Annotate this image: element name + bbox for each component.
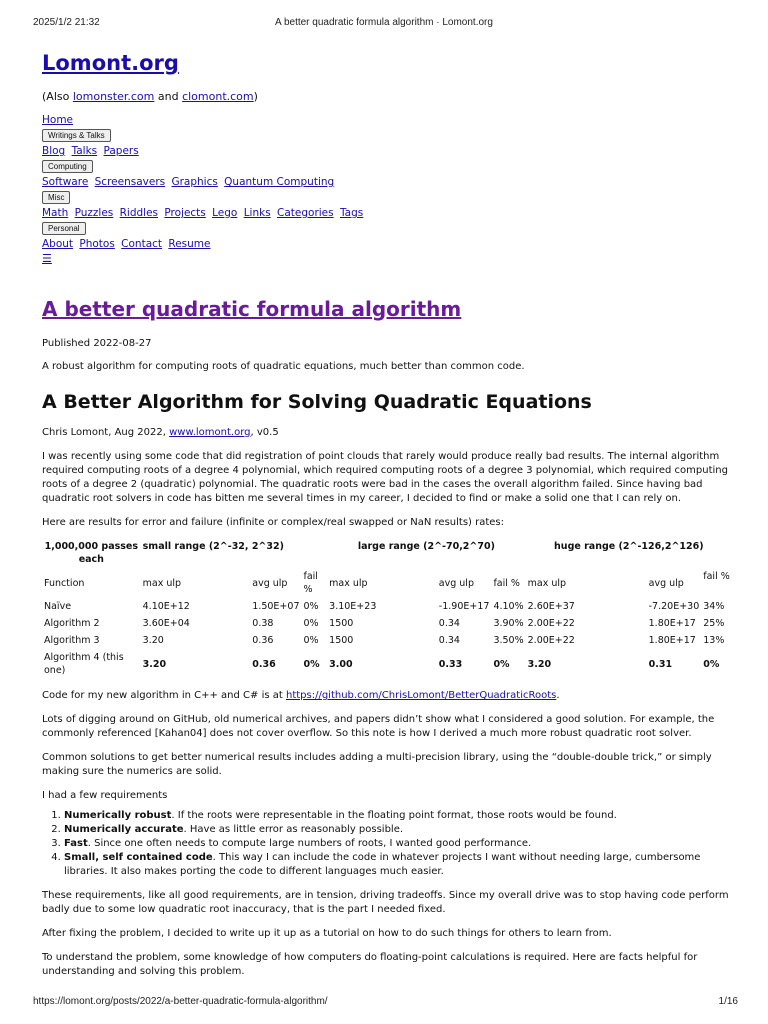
site-nav	[42, 113, 732, 267]
req-text: . This way I can include the code in whatever projects I want without needing large, cumbersome libraries. It also makes porting the code to different languages much easier.	[64, 852, 701, 877]
nav-blog[interactable]: Blog	[42, 145, 66, 157]
table-cell: 0%	[303, 618, 319, 629]
published-date: Published 2022-08-27	[42, 338, 152, 349]
byline	[42, 426, 732, 440]
nav-screensavers[interactable]: Screensavers	[94, 176, 166, 188]
post-title-link[interactable]: A better quadratic formula algorithm	[42, 297, 462, 321]
results-intro: Here are results for error and failure (infinite or complex/real swapped or NaN results) rates:	[42, 517, 505, 528]
print-page-title: A better quadratic formula algorithm · Lomont.org	[275, 17, 493, 28]
table-cell: 3.20	[527, 658, 552, 670]
table-cell: 2.00E+22	[527, 618, 575, 629]
table-cell: 1.80E+17	[648, 618, 696, 629]
table-row	[42, 632, 732, 649]
github-link[interactable]: https://github.com/ChrisLomont/BetterQuadraticRoots	[285, 690, 557, 701]
nav-about[interactable]: About	[42, 238, 74, 250]
table-cell: 0.33	[438, 658, 463, 670]
table-column-header-row	[42, 568, 732, 598]
nav-talks[interactable]: Talks	[71, 145, 98, 157]
table-column-header: Function	[44, 577, 85, 589]
requirements-list	[42, 809, 732, 879]
print-datetime: 2025/1/2 21:32	[33, 17, 100, 28]
table-cell: 0.36	[252, 635, 274, 646]
nav-papers[interactable]: Papers	[103, 145, 139, 157]
table-column-header: fail %	[493, 577, 520, 589]
site-title-link[interactable]: Lomont.org	[42, 51, 179, 75]
code-paragraph	[42, 689, 732, 703]
req-text: . Have as little error as reasonably possible.	[183, 824, 404, 835]
code-suffix: .	[556, 690, 560, 701]
post-summary: A robust algorithm for computing roots of quadratic equations, much better than common code.	[42, 361, 525, 372]
table-cell: 0%	[303, 635, 319, 646]
list-item	[64, 851, 732, 879]
table-group-header: large range (2^-70,2^70)	[357, 541, 495, 552]
table-column-header: max ulp	[527, 577, 567, 589]
req-bold: Numerically accurate	[64, 824, 184, 835]
table-column-header: avg ulp	[438, 577, 474, 589]
table-cell: 3.60E+04	[142, 618, 190, 629]
intro-paragraph: I was recently using some code that did registration of point clouds that rarely would produce really bad results. The internal algorithm required computing roots of a degree 4 polynomial, which required computing roots of a degree 3 polynomial, which required computing roots of a degree 2 (quadratic) polynomial. The quadratic roots were bad in the cases the overall algorithm failed. Since having bad quadratic root solvers in code has bitten me several times in my career, I decided to find or make a solid one that I can rely on.	[42, 451, 728, 504]
table-cell: 2.00E+22	[527, 635, 575, 646]
table-column-header: max ulp	[142, 577, 182, 589]
clomont-link[interactable]: clomont.com	[182, 90, 254, 103]
table-cell: 3.00	[329, 658, 353, 670]
also-suffix: )	[253, 90, 258, 103]
digging-paragraph: Lots of digging around on GitHub, old numerical archives, and papers didn’t show what I considered a good solution. For example, the commonly referenced [Kahan04] does not cover overflow. So this note is how I derived a much more robust quadratic root solver.	[42, 714, 715, 739]
table-group-header: 1,000,000 passes each	[44, 541, 139, 565]
table-cell: Algorithm 2	[44, 618, 100, 629]
req-bold: Small, self contained code	[64, 852, 213, 863]
table-column-header: avg ulp	[648, 577, 684, 589]
table-row	[42, 615, 732, 632]
also-and: and	[154, 90, 183, 103]
table-cell: 3.20	[142, 635, 164, 646]
common-solutions-paragraph: Common solutions to get better numerical results includes adding a multi-precision library, using the “double-double trick,” or simply making sure the numerics are solid.	[42, 752, 712, 777]
table-cell: 0%	[303, 601, 319, 612]
nav-projects[interactable]: Projects	[164, 207, 206, 219]
nav-graphics[interactable]: Graphics	[171, 176, 218, 188]
site-title	[42, 48, 732, 78]
also-sites	[42, 89, 732, 104]
byline-link[interactable]: www.lomont.org	[169, 427, 251, 438]
table-cell: 1500	[329, 618, 354, 629]
print-url: https://lomont.org/posts/2022/a-better-quadratic-formula-algorithm/	[33, 996, 328, 1007]
table-cell: 4.10%	[493, 601, 524, 612]
table-cell: 1500	[329, 635, 354, 646]
table-group-header: small range (2^-32, 2^32)	[142, 541, 284, 552]
lomonster-link[interactable]: lomonster.com	[72, 90, 155, 103]
post-title	[42, 295, 732, 323]
code-prefix: Code for my new algorithm in C++ and C# is at	[42, 690, 286, 701]
nav-lego[interactable]: Lego	[212, 207, 238, 219]
table-column-header: max ulp	[329, 577, 368, 589]
req-bold: Numerically robust	[64, 810, 172, 821]
requirements-intro: I had a few requirements	[42, 790, 168, 801]
nav-links[interactable]: Links	[243, 207, 271, 219]
table-group-header: huge range (2^-126,2^126)	[554, 541, 704, 552]
table-cell: 0.34	[438, 635, 460, 646]
byline-prefix: Chris Lomont, Aug 2022,	[42, 427, 170, 438]
table-cell: -7.20E+30	[648, 601, 700, 612]
nav-math[interactable]: Math	[42, 207, 69, 219]
table-cell: 25%	[703, 618, 725, 629]
nav-contact[interactable]: Contact	[121, 238, 163, 250]
table-cell: Algorithm 3	[44, 635, 100, 646]
nav-tags[interactable]: Tags	[339, 207, 364, 219]
byline-suffix: , v0.5	[250, 427, 279, 438]
table-cell: Algorithm 4 (this one)	[44, 652, 124, 676]
req-text: . Since one often needs to compute large numbers of roots, I wanted good performance.	[87, 838, 532, 849]
nav-software[interactable]: Software	[42, 176, 89, 188]
table-cell: 3.20	[142, 658, 167, 670]
understand-paragraph: To understand the problem, some knowledge of how computers do floating-point calculations is required. Here are facts helpful for understanding and solving this problem.	[42, 952, 698, 977]
table-cell: 3.90%	[493, 618, 524, 629]
writings-menu-button[interactable]: Writings & Talks	[42, 129, 111, 142]
print-page-number: 1/16	[718, 996, 738, 1007]
table-cell: 13%	[703, 635, 725, 646]
nav-riddles[interactable]: Riddles	[119, 207, 159, 219]
table-cell: 4.10E+12	[142, 601, 190, 612]
table-cell: 2.60E+37	[527, 601, 575, 612]
misc-menu-button[interactable]: Misc	[42, 191, 70, 204]
personal-menu-button[interactable]: Personal	[42, 222, 86, 235]
table-cell: 0.38	[252, 618, 274, 629]
list-item	[64, 823, 732, 837]
table-cell: 1.80E+17	[648, 635, 696, 646]
req-bold: Fast	[64, 838, 88, 849]
computing-menu-button[interactable]: Computing	[42, 160, 93, 173]
table-cell: 0.36	[252, 658, 276, 670]
nav-photos[interactable]: Photos	[79, 238, 115, 250]
table-cell: 0.31	[648, 658, 673, 670]
req-text: . If the roots were representable in the floating point format, those roots would be found.	[171, 810, 617, 821]
menu-icon[interactable]: ☰	[42, 252, 52, 265]
nav-resume[interactable]: Resume	[168, 238, 211, 250]
list-item	[64, 837, 732, 851]
table-cell: Naïve	[44, 601, 72, 612]
nav-categories[interactable]: Categories	[277, 207, 334, 219]
table-column-header: fail %	[303, 571, 318, 595]
table-cell: 34%	[703, 601, 725, 612]
table-cell: 1.50E+07	[252, 601, 300, 612]
nav-quantum-computing[interactable]: Quantum Computing	[224, 176, 335, 188]
after-paragraph: After fixing the problem, I decided to write up it up as a tutorial on how to do such things for others to learn from.	[42, 928, 612, 939]
nav-home[interactable]: Home	[42, 114, 74, 126]
table-cell: 3.50%	[493, 635, 524, 646]
table-column-header: fail %	[703, 571, 730, 582]
article-heading: A Better Algorithm for Solving Quadratic Equations	[42, 391, 592, 413]
list-item	[64, 809, 732, 823]
table-cell: 0%	[303, 658, 320, 670]
table-row	[42, 649, 732, 679]
also-prefix: (Also	[42, 90, 73, 103]
table-cell: -1.90E+17	[438, 601, 490, 612]
table-cell: 0.34	[438, 618, 460, 629]
results-table	[42, 538, 732, 679]
nav-puzzles[interactable]: Puzzles	[74, 207, 114, 219]
page-content	[42, 48, 732, 979]
tension-paragraph: These requirements, like all good requirements, are in tension, driving tradeoffs. Since my overall drive was to stop having code perform badly due to some low quadratic root inaccuracy, that is the part I needed fixed.	[42, 890, 729, 915]
table-cell: 3.10E+23	[329, 601, 377, 612]
table-group-header-row	[42, 538, 732, 568]
table-row	[42, 598, 732, 615]
table-cell: 0%	[703, 658, 720, 670]
table-cell: 0%	[493, 658, 510, 670]
table-column-header: avg ulp	[252, 577, 288, 589]
